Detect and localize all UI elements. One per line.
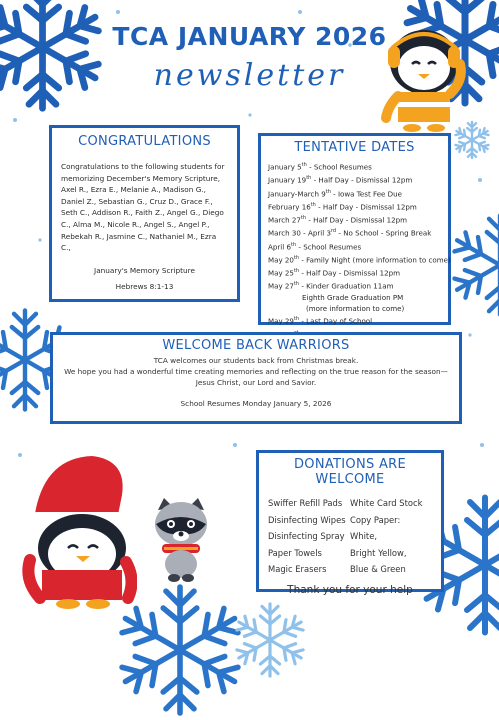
date-label: February 16 <box>268 202 311 212</box>
date-label: January 5 <box>268 162 302 172</box>
dates-list <box>268 160 451 341</box>
date-suffix: th <box>300 215 307 222</box>
date-label: April 6 <box>268 241 291 251</box>
date-suffix: th <box>310 201 316 208</box>
date-item <box>268 304 441 315</box>
date-suffix: rd <box>330 228 337 235</box>
welcome-line-1: TCA welcomes our students back from Christmas break. <box>153 356 359 365</box>
date-suffix: th <box>301 162 307 168</box>
donation-item: Magic Erasers <box>268 564 327 574</box>
donations-thank-you: Thank you for your help <box>287 583 413 596</box>
date-description: - Family Night (more information to come) <box>299 255 451 265</box>
date-suffix: th <box>293 254 300 261</box>
donations-left-column <box>268 495 350 578</box>
donation-item: Disinfecting Spray <box>268 531 345 541</box>
date-label: March 30 - April 3 <box>268 228 331 238</box>
date-item <box>268 160 441 173</box>
date-description: Eighth Grade Graduation PM <box>302 292 404 302</box>
school-resumes-text: School Resumes Monday January 5, 2026 <box>180 399 332 408</box>
donation-item: White Card Stock <box>350 498 423 508</box>
date-description: - Kinder Graduation 11am <box>299 281 394 291</box>
date-item <box>268 253 451 266</box>
welcome-line-2: We hope you had a wonderful time creating memories and reflecting on the true reason for the season— <box>64 367 448 376</box>
donation-item: Bright Yellow, <box>350 547 407 558</box>
date-description: - Half Day - Dismissal 12pm <box>311 175 413 185</box>
welcome-back-title: WELCOME BACK WARRIORS <box>162 338 350 353</box>
date-item <box>268 240 441 253</box>
date-item <box>268 187 441 200</box>
donation-item: Blue & Green <box>350 564 406 574</box>
date-label: May 25 <box>268 268 294 278</box>
date-label: May 27 <box>268 281 294 291</box>
congratulations-title: CONGRATULATIONS <box>78 134 211 149</box>
date-description: - School Resumes <box>296 241 362 251</box>
date-suffix: th <box>293 316 300 323</box>
date-description: - Iowa Test Fee Due <box>330 188 403 198</box>
memory-scripture-label: January's Memory Scripture <box>94 265 195 275</box>
date-item <box>268 266 441 279</box>
tentative-dates-title: TENTATIVE DATES <box>294 140 415 155</box>
date-description: (more information to come) <box>306 303 405 313</box>
page-title: TCA JANUARY 2026 <box>112 22 387 51</box>
donation-item: Swiffer Refill Pads <box>268 498 343 508</box>
donations-box <box>256 450 444 596</box>
date-label: January-March 9 <box>268 188 326 198</box>
date-suffix: th <box>290 241 297 248</box>
date-description: - Half Day - Dismissal 12pm <box>315 202 417 212</box>
donations-title: DONATIONS ARE WELCOME <box>293 457 406 487</box>
date-suffix: th <box>306 175 312 182</box>
date-description: - Half Day - Dismissal 12pm <box>299 268 401 278</box>
date-label: May 29 <box>268 316 294 326</box>
date-label: January 19 <box>268 175 307 185</box>
welcome-line-3: Jesus Christ, our Lord and Savior. <box>195 378 317 387</box>
congratulations-box <box>49 125 240 302</box>
date-suffix: th <box>293 281 300 288</box>
date-item <box>268 173 441 186</box>
tentative-dates-box <box>258 133 451 325</box>
donation-item: White, <box>350 531 378 541</box>
date-item <box>268 279 441 292</box>
date-suffix: th <box>293 268 300 275</box>
date-description: - School Resumes <box>306 162 372 172</box>
date-item <box>268 226 441 239</box>
date-description: - No School - Spring Break <box>336 228 432 238</box>
raccoon-scarf-icon <box>150 496 212 582</box>
donations-list <box>268 495 432 578</box>
page-subtitle: newsletter <box>153 58 346 93</box>
donation-item: Disinfecting Wipes <box>268 514 346 525</box>
donations-right-column <box>350 495 432 578</box>
memory-scripture-reference: Hebrews 8:1-13 <box>115 281 174 291</box>
penguin-santa-icon <box>22 450 137 610</box>
date-description: - Last Day of School <box>299 316 373 326</box>
welcome-back-box <box>50 332 462 424</box>
donation-item: Paper Towels <box>268 547 322 558</box>
donation-item: Copy Paper: <box>350 514 401 525</box>
date-item <box>268 293 441 304</box>
date-label: May 20 <box>268 255 294 265</box>
date-item <box>268 314 441 327</box>
congratulations-text: Congratulations to the following students for memorizing December's Memory Scripture, Axel R., Ezra E., Melanie A., Madison G., Daniel Z., Sebastian G., Cruz D., Grace F., Seth C., Addison R., Faith Z., Angel G., Diego C., Alma M., Nicole R., Angel S., Angel P., Rebekah R., Jasmine C., Nathaniel M., Ezra C., <box>61 162 225 253</box>
date-description: - Half Day - Dismissal 12pm <box>306 215 408 225</box>
date-item <box>268 213 441 226</box>
date-label: March 27 <box>268 215 301 225</box>
date-suffix: th <box>325 188 331 195</box>
date-item <box>268 200 441 213</box>
